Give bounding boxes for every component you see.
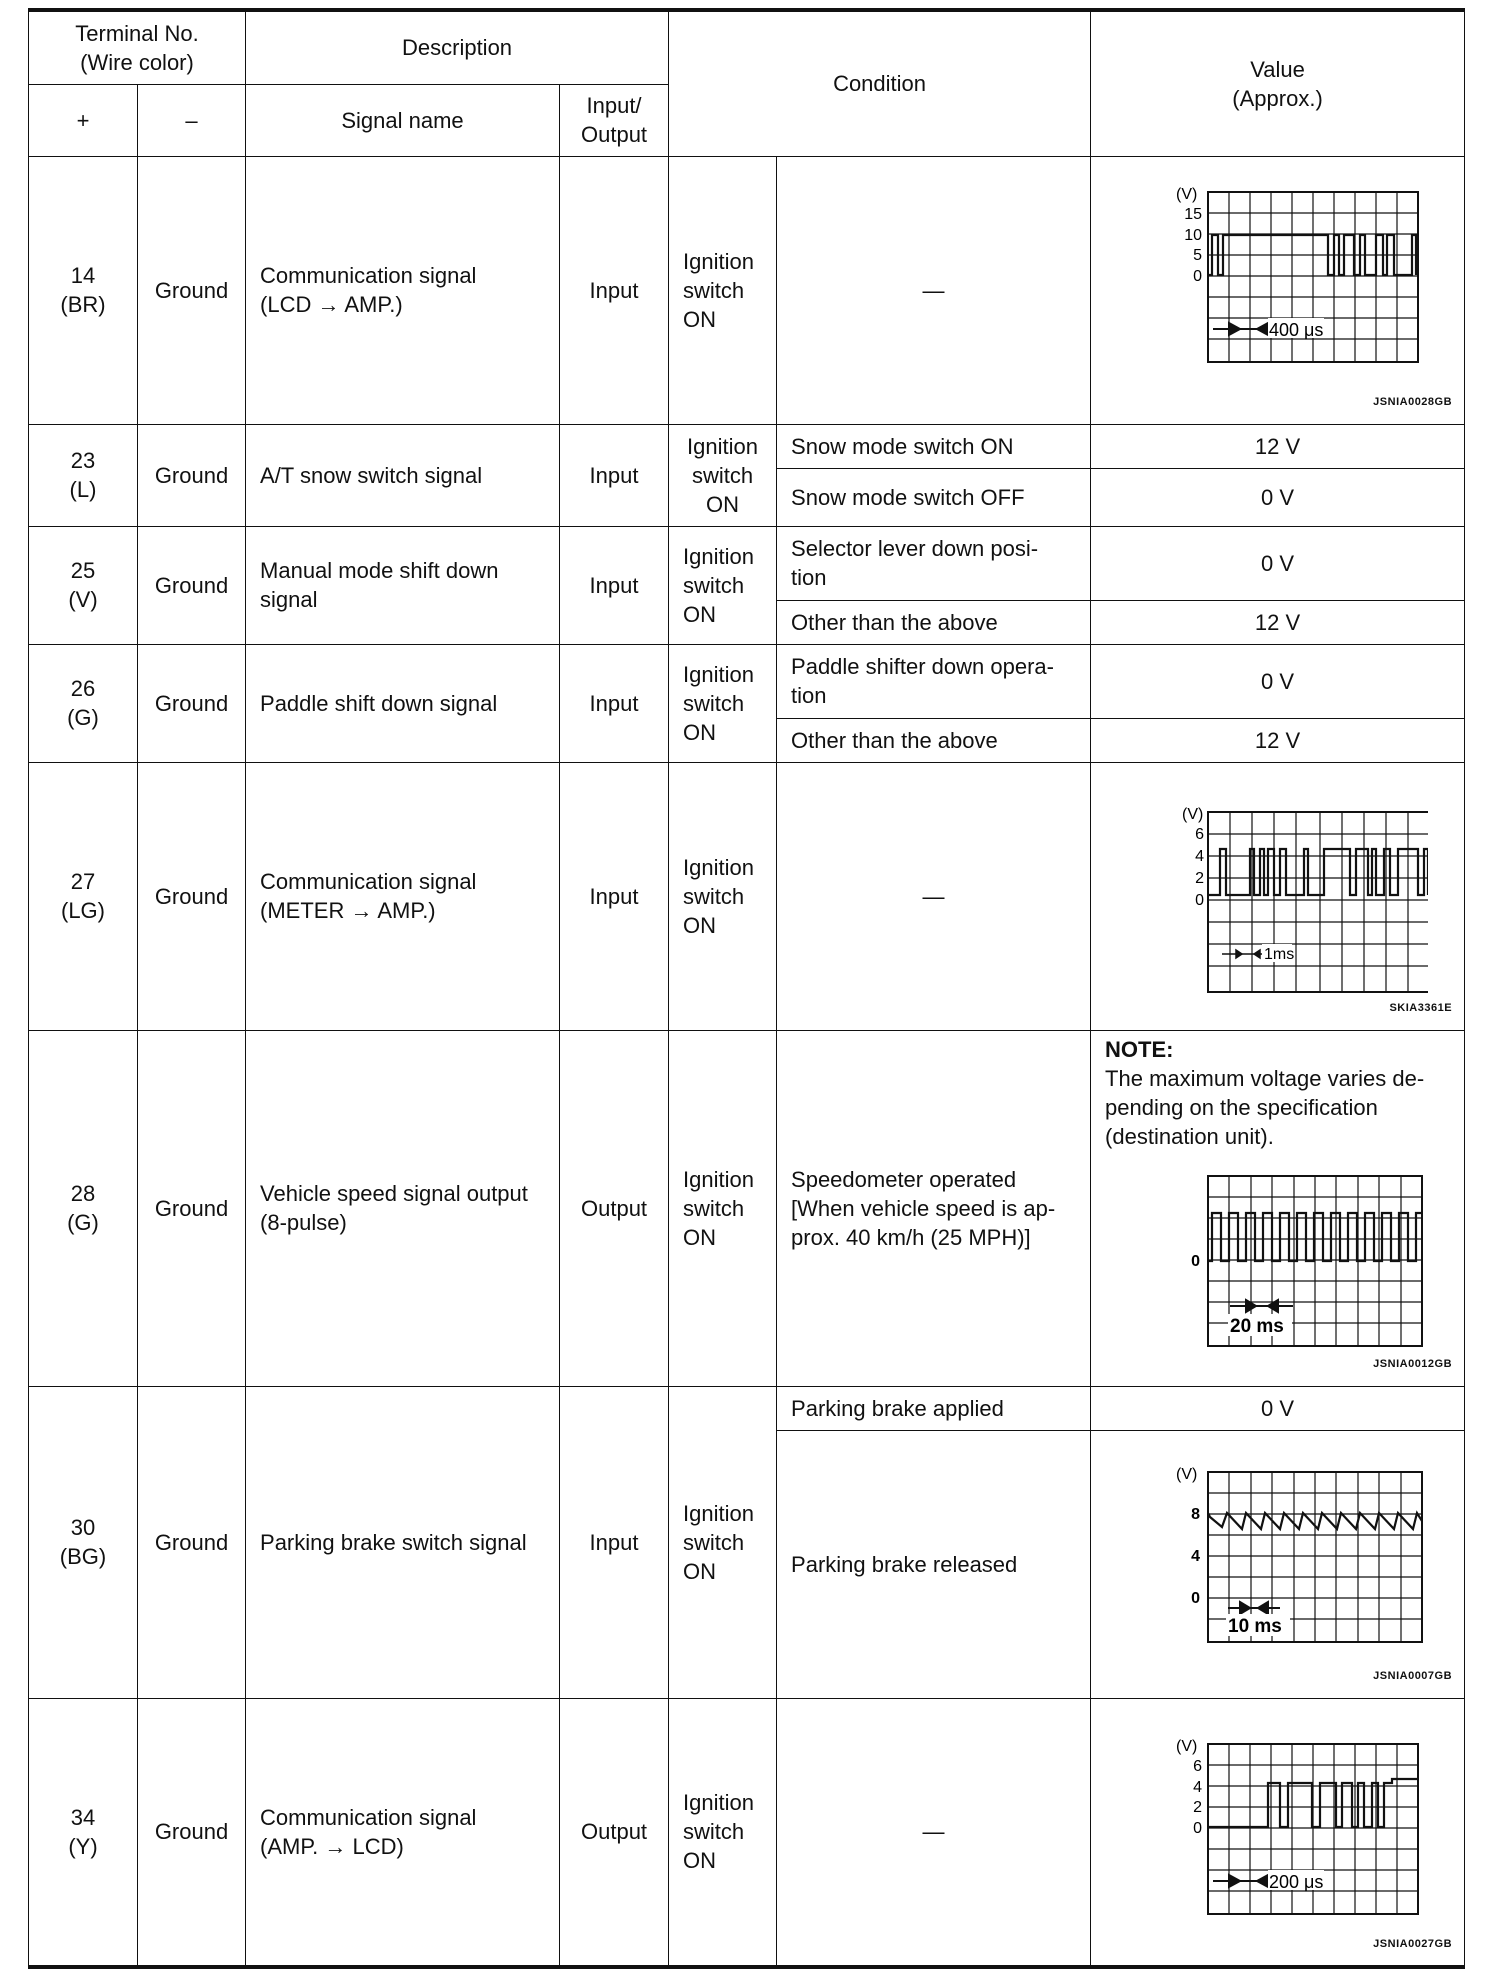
waveform-chart <box>1128 807 1428 1037</box>
waveform-chart <box>1128 1171 1428 1371</box>
y-tick: 15 <box>1184 206 1203 223</box>
terminal-table <box>28 8 1465 1969</box>
time-scale-label: 20 ms <box>1230 1315 1284 1337</box>
io-cell: Output <box>560 1030 669 1386</box>
value-waveform-cell <box>1091 156 1465 424</box>
condition-cell: Ignition switch ON <box>669 526 777 644</box>
y-tick: 0 <box>1191 1252 1201 1270</box>
signal-name-cell: Communication signal (AMP. → LCD) <box>246 1698 560 1967</box>
header-value: Value (Approx.) <box>1091 10 1465 156</box>
y-tick: 6 <box>1193 1757 1203 1775</box>
y-tick: 4 <box>1193 1778 1203 1796</box>
time-scale-arrow <box>1213 1875 1268 1887</box>
io-cell: Input <box>560 526 669 644</box>
value-waveform-cell <box>1091 762 1465 1030</box>
terminal-cell: 26 (G) <box>29 644 138 762</box>
time-scale-arrow <box>1222 950 1262 958</box>
y-tick: 0 <box>1193 1819 1203 1837</box>
table-row <box>29 644 1465 718</box>
time-scale-label: 200 μs <box>1269 1871 1324 1892</box>
note-title: NOTE: <box>1105 1036 1174 1062</box>
terminal-cell: 28 (G) <box>29 1030 138 1386</box>
io-cell: Input <box>560 644 669 762</box>
table-row <box>29 156 1465 424</box>
ground-cell: Ground <box>138 1698 246 1967</box>
y-tick: 4 <box>1195 848 1205 865</box>
sub-condition-cell: Other than the above <box>777 600 1091 644</box>
figure-code: JSNIA0027GB <box>1373 1937 1453 1950</box>
terminal-cell: 14 (BR) <box>29 156 138 424</box>
io-cell: Input <box>560 156 669 424</box>
io-cell: Input <box>560 762 669 1030</box>
table-row <box>29 762 1465 1030</box>
y-tick: 8 <box>1191 1506 1201 1523</box>
value-cell: 12 V <box>1091 718 1465 762</box>
sub-condition-cell: Paddle shifter down opera- tion <box>777 644 1091 718</box>
ground-cell: Ground <box>138 762 246 1030</box>
header-minus: – <box>138 84 246 156</box>
y-tick: 6 <box>1195 826 1205 843</box>
terminal-cell: 27 (LG) <box>29 762 138 1030</box>
signal-name-cell: Paddle shift down signal <box>246 644 560 762</box>
y-unit-label: (V) <box>1176 1467 1198 1483</box>
figure-code: JSNIA0012GB <box>1373 1357 1453 1370</box>
y-unit-label: (V) <box>1176 187 1198 203</box>
time-scale-label: 400 μs <box>1269 320 1324 340</box>
value-waveform-cell <box>1091 1030 1465 1386</box>
table-row <box>29 1030 1465 1386</box>
signal-name-cell: Manual mode shift down signal <box>246 526 560 644</box>
note-block <box>1105 1035 1461 1151</box>
terminal-cell: 34 (Y) <box>29 1698 138 1967</box>
y-unit-label: (V) <box>1176 1738 1198 1755</box>
note-body: The maximum voltage varies de- pending on the specification (destination unit). <box>1105 1065 1425 1149</box>
header-input-output: Input/ Output <box>560 84 669 156</box>
time-scale-label: 1ms <box>1264 946 1295 963</box>
table-row <box>29 1386 1465 1430</box>
io-cell: Input <box>560 424 669 526</box>
terminal-cell: 30 (BG) <box>29 1386 138 1698</box>
condition-cell: Ignition switch ON <box>669 644 777 762</box>
condition-cell: Ignition switch ON <box>669 1030 777 1386</box>
y-tick: 0 <box>1193 268 1203 285</box>
y-tick: 2 <box>1193 1798 1203 1816</box>
ground-cell: Ground <box>138 156 246 424</box>
ground-cell: Ground <box>138 526 246 644</box>
ground-cell: Ground <box>138 1386 246 1698</box>
figure-code: SKIA3361E <box>1389 1002 1453 1014</box>
waveform-chart <box>1128 187 1428 417</box>
signal-name-cell: Communication signal (LCD → AMP.) <box>246 156 560 424</box>
figure-code: JSNIA0028GB <box>1373 396 1453 408</box>
value-waveform-cell <box>1091 1430 1465 1698</box>
signal-name-cell: Parking brake switch signal <box>246 1386 560 1698</box>
io-cell: Output <box>560 1698 669 1967</box>
value-cell: 0 V <box>1091 468 1465 526</box>
condition-cell: Ignition switch ON <box>669 1386 777 1698</box>
sub-condition-cell: — <box>777 1698 1091 1967</box>
y-tick: 2 <box>1195 870 1205 887</box>
terminal-cell: 23 (L) <box>29 424 138 526</box>
sub-condition-cell: Parking brake applied <box>777 1386 1091 1430</box>
terminal-cell: 25 (V) <box>29 526 138 644</box>
sub-condition-cell: Snow mode switch OFF <box>777 468 1091 526</box>
condition-cell: Ignition switch ON <box>669 424 777 526</box>
y-tick: 0 <box>1191 1590 1201 1607</box>
header-condition: Condition <box>669 10 1091 156</box>
signal-name-cell: A/T snow switch signal <box>246 424 560 526</box>
condition-cell: Ignition switch ON <box>669 762 777 1030</box>
sub-condition-cell: Parking brake released <box>777 1430 1091 1698</box>
table-row <box>29 424 1465 468</box>
table-row <box>29 1698 1465 1967</box>
condition-cell: Ignition switch ON <box>669 156 777 424</box>
y-unit-label: (V) <box>1182 807 1204 823</box>
signal-name-cell: Communication signal (METER → AMP.) <box>246 762 560 1030</box>
figure-code: JSNIA0007GB <box>1373 1670 1453 1682</box>
ground-cell: Ground <box>138 644 246 762</box>
y-tick: 4 <box>1191 1548 1201 1565</box>
y-tick: 10 <box>1184 227 1203 244</box>
header-plus: + <box>29 84 138 156</box>
header-terminal-no: Terminal No. (Wire color) <box>29 10 246 84</box>
sub-condition-cell: Speedometer operated [When vehicle speed is ap- prox. 40 km/h (25 MPH)] <box>777 1030 1091 1386</box>
io-cell: Input <box>560 1386 669 1698</box>
time-scale-label: 10 ms <box>1228 1616 1282 1637</box>
value-cell: 0 V <box>1091 644 1465 718</box>
value-cell: 0 V <box>1091 1386 1465 1430</box>
sub-condition-cell: — <box>777 762 1091 1030</box>
sub-condition-cell: Snow mode switch ON <box>777 424 1091 468</box>
value-waveform-cell <box>1091 1698 1465 1967</box>
header-description: Description <box>246 10 669 84</box>
sub-condition-cell: Other than the above <box>777 718 1091 762</box>
sub-condition-cell: Selector lever down posi- tion <box>777 526 1091 600</box>
value-cell: 12 V <box>1091 424 1465 468</box>
signal-name-cell: Vehicle speed signal output (8-pulse) <box>246 1030 560 1386</box>
ground-cell: Ground <box>138 424 246 526</box>
time-scale-arrow <box>1213 323 1268 335</box>
condition-cell: Ignition switch ON <box>669 1698 777 1967</box>
ground-cell: Ground <box>138 1030 246 1386</box>
table-row <box>29 526 1465 600</box>
sub-condition-cell: — <box>777 156 1091 424</box>
y-tick: 5 <box>1193 247 1203 264</box>
value-cell: 0 V <box>1091 526 1465 600</box>
y-tick: 0 <box>1195 892 1205 909</box>
header-signal-name: Signal name <box>246 84 560 156</box>
value-cell: 12 V <box>1091 600 1465 644</box>
